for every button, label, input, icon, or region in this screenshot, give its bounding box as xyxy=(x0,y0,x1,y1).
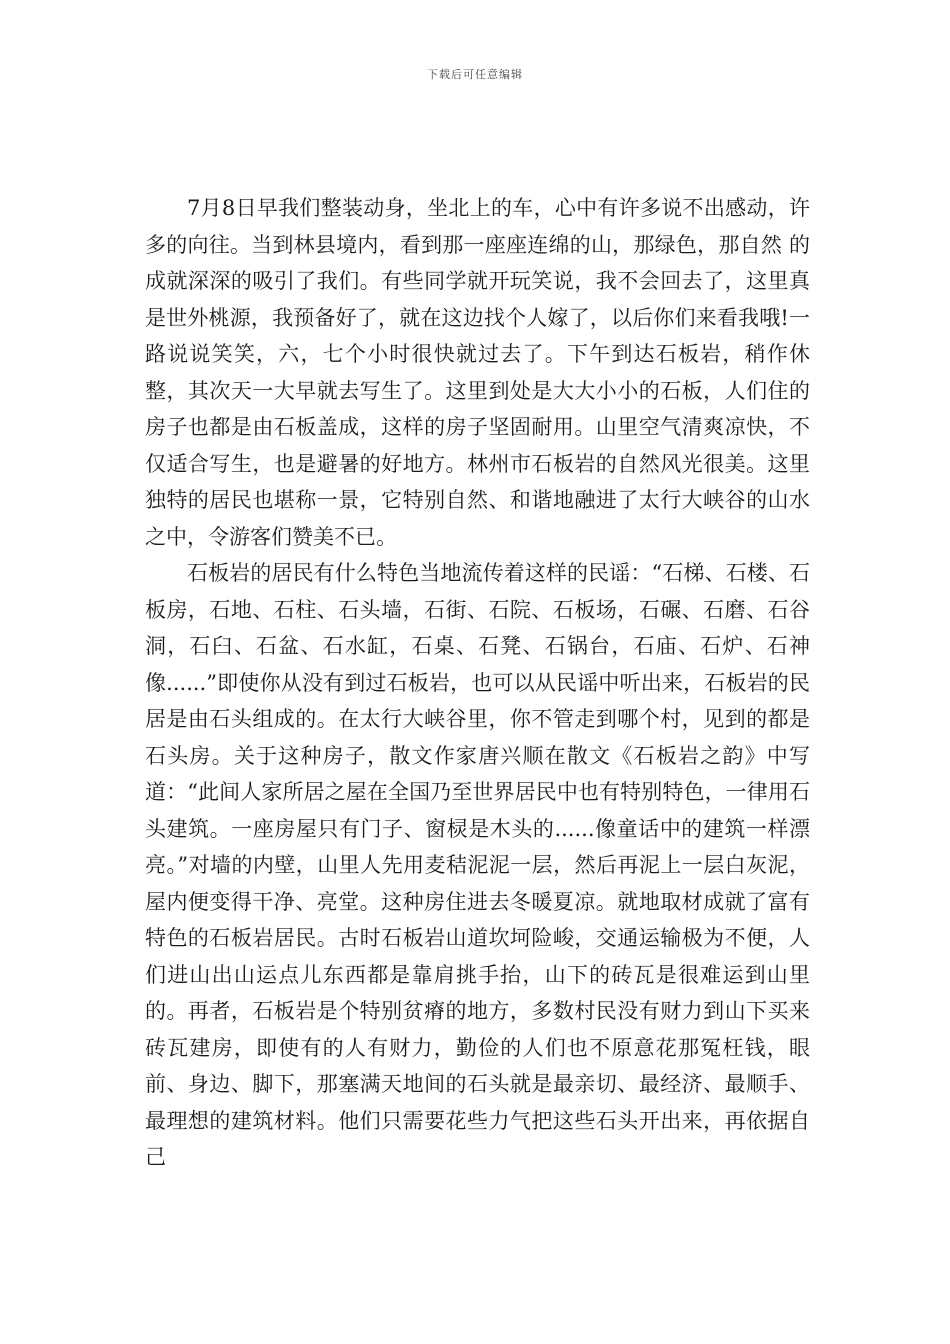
paragraph-stone-houses: 石板岩的居民有什么特色当地流传着这样的民谣：“石梯、石楼、石板房，石地、石柱、石头墙，石街、石院、石板场，石碾、石磨、石谷洞，石臼、石盆、石水缸，石桌、石凳、石锅台，石庙、石炉、石神像......”即使你从没有到过石板岩，也可以从民谣中听出来，石板岩的民居是由石头组成的。在太行大峡谷里，你不管走到哪个村，见到的都是石头房。关于这种房子，散文作家唐兴顺在散文《石板岩之韵》中写道：“此间人家所居之屋在全国乃至世界居民中也有特别特色，一律用石头建筑。一座房屋只有门子、窗棂是木头的......像童话中的建筑一样漂亮。”对墙的内壁，山里人先用麦秸泥泥一层，然后再泥上一层白灰泥，屋内便变得干净、亮堂。这种房住进去冬暖夏凉。就地取材成就了富有特色的石板岩居民。古时石板岩山道坎坷险峻，交通运输极为不便，人们进山出山运点儿东西都是靠肩挑手抬，山下的砖瓦是很难运到山里的。再者，石板岩是个特别贫瘠的地方，多数村民没有财力到山下买来砖瓦建房，即使有的人有财力，勤俭的人们也不原意花那冤枉钱，眼前、身边、脚下，那塞满天地间的石头就是最亲切、最经济、最顺手、最理想的建筑材料。他们只需要花些力气把这些石头开出来，再依据自己 xyxy=(145,561,810,1169)
document-body xyxy=(145,190,810,1176)
page-header: 下载后可任意编辑 xyxy=(427,68,523,81)
paragraph-travel: 7月8日早我们整装动身，坐北上的车，心中有许多说不出感动，许多的向往。当到林县境内，看到那一座座连绵的山，那绿色，那自然 的成就深深的吸引了我们。有些同学就开玩笑说，我不会回去了，这里真是世外桃源，我预备好了，就在这边找个人嫁了，以后你们来看我哦!一路说说笑笑，六，七个小时很快就过去了。下午到达石板岩，稍作休整，其次天一大早就去写生了。这里到处是大大小小的石板，人们住的房子也都是由石板盖成，这样的房子坚固耐用。山里空气清爽凉快，不仅适合写生，也是避暑的好地方。林州市石板岩的自然风光很美。这里独特的居民也堪称一景，它特别自然、和谐地融进了太行大峡谷的山水之中，令游客们赞美不已。 xyxy=(145,196,810,549)
